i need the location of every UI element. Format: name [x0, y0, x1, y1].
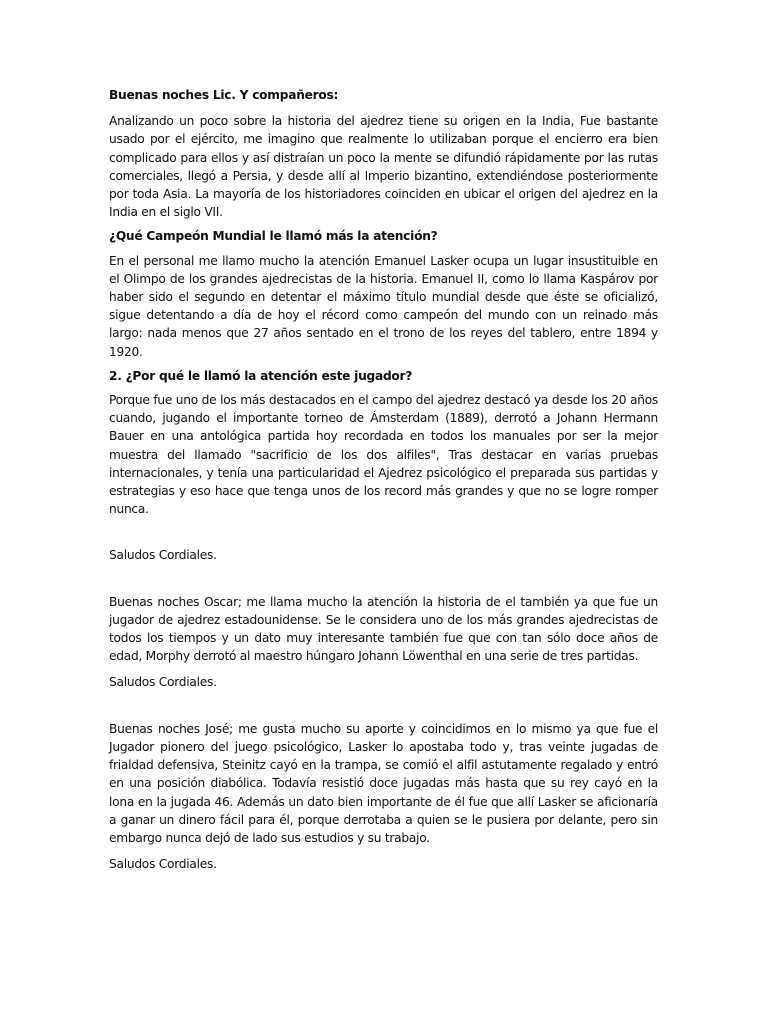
answer-paragraph-2: Porque fue uno de los más destacados en el campo del ajedrez destacó ya desde los 20 años cuando, jugando el importante torneo de Ámsterdam (1889), derrotó a Johann Hermann Bauer en una antológica partida hoy recordada en todos los manuales por ser la mejor muestra del llamado "sacrificio de los dos alfiles", Tras destacar en varias pruebas internacionales, y tenía una particularidad el Ajedrez psicológico el preparada sus partidas y estrategias y eso hace que tenga unos de los record más grandes y que no se logre romper nunca.	[109, 393, 658, 517]
greeting-heading: Buenas noches Lic. Y compañeros:	[109, 88, 339, 102]
document-page	[109, 86, 658, 873]
closing-signature-3: Saludos Cordiales.	[109, 857, 217, 872]
reply-paragraph-oscar: Buenas noches Oscar; me llama mucho la atención la historia de el también ya que fue un jugador de ajedrez estadounidense. Se le considera uno de los más grandes ajedrecistas de todos los tiempos y un dato muy interesante también fue que con tan sólo doce años de edad, Morphy derrotó al maestro húngaro Johann Löwenthal en una serie de tres partidas.	[109, 594, 658, 664]
closing-signature-2: Saludos Cordiales.	[109, 675, 217, 690]
reply-paragraph-jose: Buenas noches José; me gusta mucho su aporte y coincidimos en lo mismo ya que fue el Jugador pionero del juego psicológico, Lasker lo apostaba todo y, tras veinte jugadas de frialdad defensiva, Steinitz cayó en la trampa, se comió el alfil astutamente regalado y entró en una posición diabólica. Todavía resistió doce jugadas más hasta que su rey cayó en la lona en la jugada 46. Además un dato bien importante de él fue que allí Lasker se aficionaría a ganar un dinero fácil para él, porque derrotaba a quien se le pusiera por delante, pero sin embargo nunca dejó de lado sus estudios y su trabajo.	[109, 721, 658, 845]
closing-signature-1: Saludos Cordiales.	[109, 548, 217, 563]
answer-paragraph-1: En el personal me llamo mucho la atención Emanuel Lasker ocupa un lugar insustituible en el Olimpo de los grandes ajedrecistas de la historia. Emanuel II, como lo llama Kaspárov por haber sido el segundo en detentar el máximo título mundial desde que éste se oficializó, sigue detentando a día de hoy el récord como campeón del mundo con un reinado más largo: nada menos que 27 años sentado en el trono de los reyes del tablero, entre 1894 y 1920.	[109, 253, 658, 359]
question-heading-1: ¿Qué Campeón Mundial le llamó más la atención?	[109, 229, 438, 244]
intro-paragraph: Analizando un poco sobre la historia del ajedrez tiene su origen en la India, Fue bastante usado por el ejército, me imagino que realmente lo utilizaban porque el encierro era bien complicado para ellos y así distraían un poco la mente se difundió rápidamente por las rutas comerciales, llegó a Persia, y desde allí al Imperio bizantino, extendiéndose posteriormente por toda Asia. La mayoría de los historiadores coinciden en ubicar el origen del ajedrez en la India en el siglo VII.	[109, 114, 658, 220]
question-heading-2: 2. ¿Por qué le llamó la atención este jugador?	[109, 368, 413, 383]
